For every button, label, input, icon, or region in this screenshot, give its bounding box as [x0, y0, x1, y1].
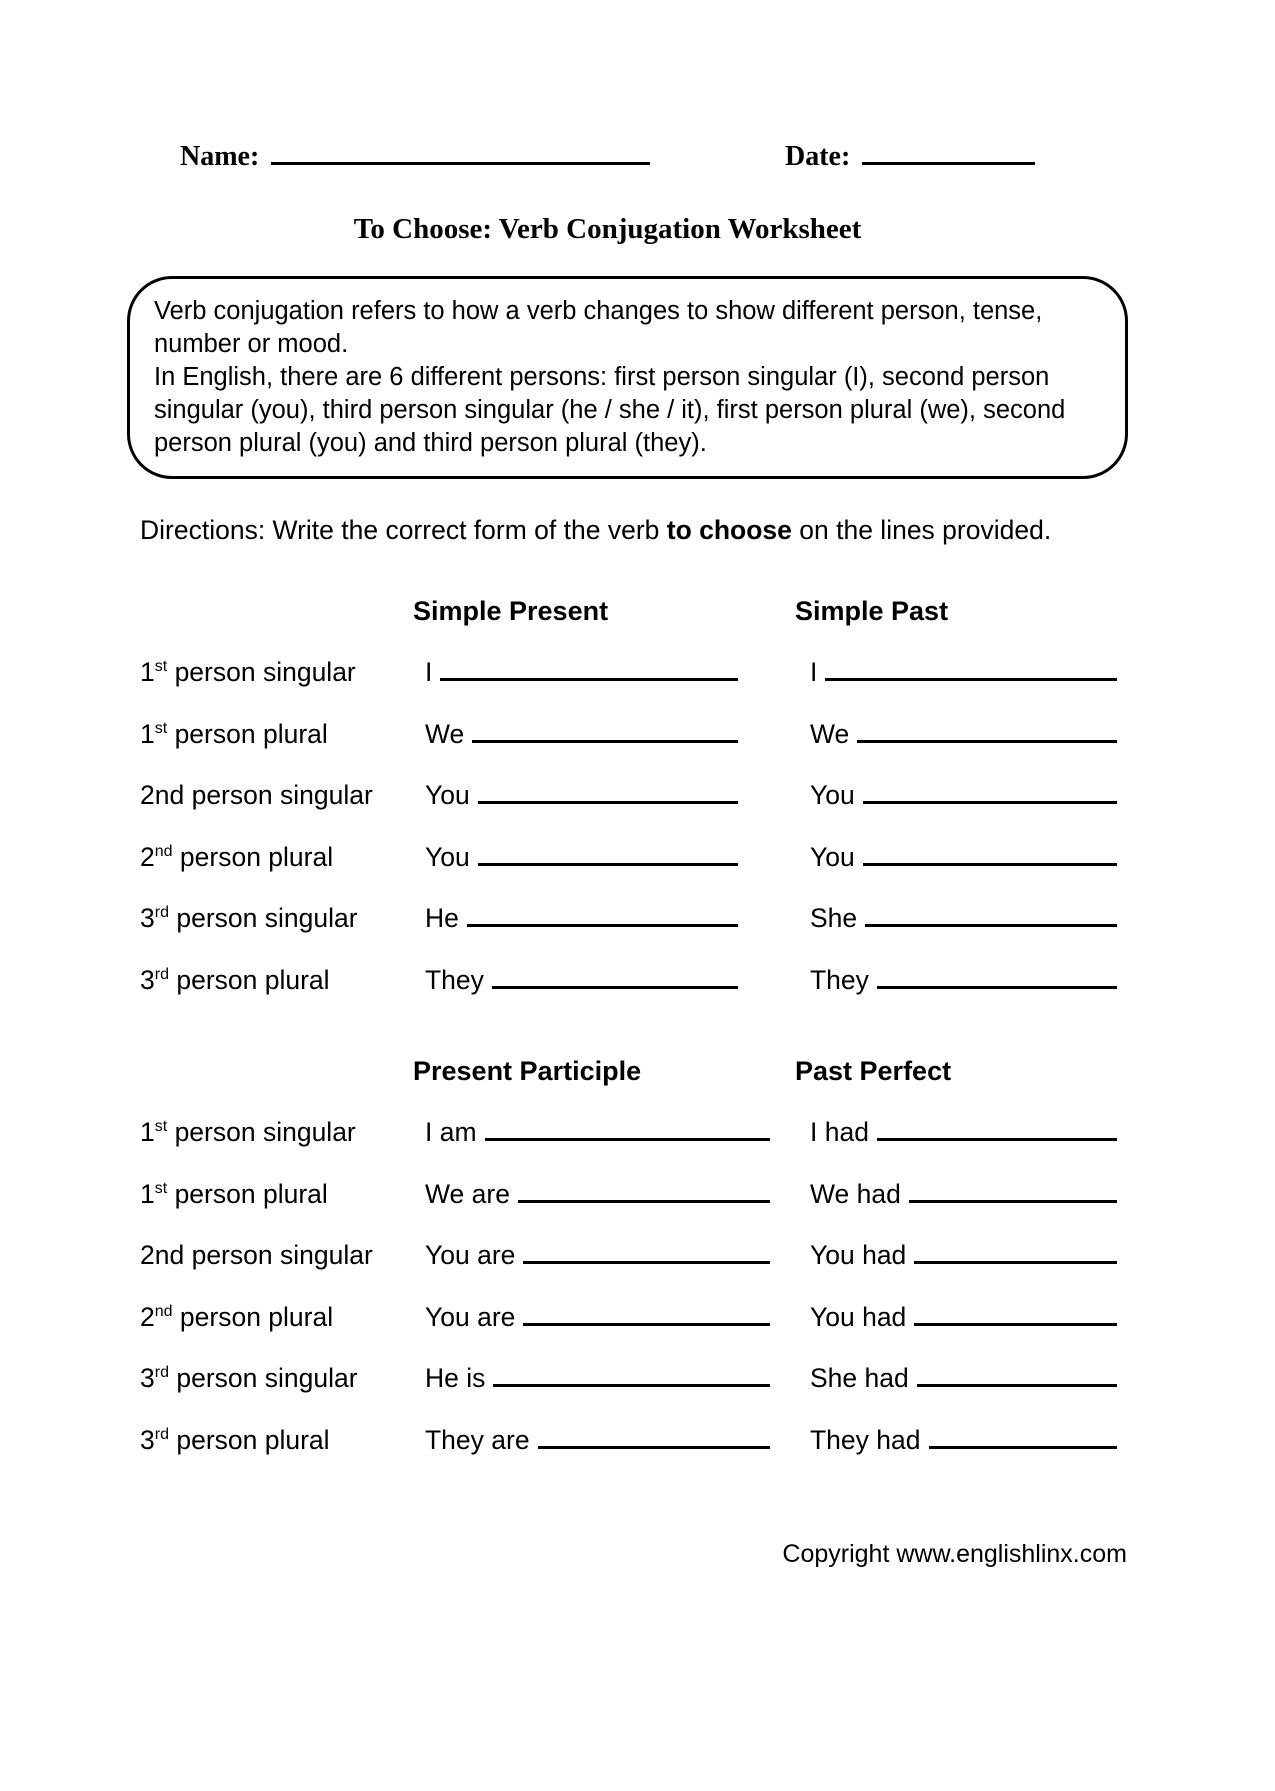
- answer-blank-line: [523, 1305, 770, 1326]
- name-label: Name:: [180, 141, 260, 172]
- pronoun: You had: [810, 1301, 907, 1332]
- table-row: [140, 709, 1275, 771]
- directions-suffix: on the lines provided.: [791, 515, 1052, 545]
- table-row: [140, 1415, 1275, 1477]
- date-blank-line: [862, 144, 1035, 165]
- answer-cell: [413, 1177, 795, 1211]
- answer-cell: [413, 963, 795, 997]
- pronoun: You: [810, 780, 855, 810]
- answer-cell: [795, 1177, 1275, 1211]
- answer-cell: [795, 655, 1275, 689]
- table-row: [140, 647, 1275, 709]
- table-row: [140, 893, 1275, 955]
- pronoun: We: [810, 718, 850, 749]
- header-spacer: [140, 596, 413, 627]
- name-blank-line: [271, 144, 650, 165]
- header-spacer: [140, 1056, 413, 1087]
- pronoun: He is: [425, 1363, 486, 1393]
- pronoun: I had: [810, 1117, 869, 1147]
- person-label: 3rd person plural: [140, 1424, 330, 1455]
- answer-blank-line: [917, 1366, 1117, 1387]
- answer-cell: [795, 963, 1275, 997]
- table-row: [140, 832, 1275, 894]
- copyright-text: Copyright www.englishlinx.com: [782, 1540, 1127, 1568]
- pronoun: He: [425, 903, 459, 933]
- answer-cell: [413, 1423, 795, 1457]
- table-row: [140, 1292, 1275, 1354]
- answer-blank-line: [914, 1305, 1117, 1326]
- table-row: [140, 1169, 1275, 1231]
- answer-blank-line: [877, 1120, 1117, 1141]
- answer-cell: [795, 778, 1275, 812]
- answer-blank-line: [440, 660, 738, 681]
- answer-blank-line: [518, 1182, 770, 1203]
- pronoun: You had: [810, 1240, 907, 1270]
- answer-blank-line: [825, 660, 1117, 681]
- answer-blank-line: [538, 1428, 770, 1449]
- answer-cell: [413, 901, 795, 935]
- person-label: 2nd person singular: [140, 1240, 373, 1270]
- section1-headers: [140, 596, 1275, 627]
- person-label: 3rd person plural: [140, 964, 330, 995]
- pronoun: We: [425, 718, 465, 749]
- table-row: [140, 770, 1275, 832]
- person-label: 2nd person plural: [140, 841, 334, 872]
- answer-blank-line: [467, 906, 738, 927]
- pronoun: You: [425, 780, 470, 810]
- directions-prefix: Directions: Write the correct form of the verb: [140, 515, 667, 545]
- person-label: 2nd person plural: [140, 1301, 334, 1332]
- pronoun: She had: [810, 1363, 909, 1393]
- pronoun: You are: [425, 1240, 516, 1270]
- answer-blank-line: [478, 845, 738, 866]
- answer-blank-line: [472, 722, 738, 743]
- table-row: [140, 955, 1275, 1017]
- answer-cell: [413, 655, 795, 689]
- table-row: [140, 1353, 1275, 1415]
- pronoun: They: [810, 964, 869, 995]
- definition-line-2: In English, there are 6 different persons: first person singular (I), second person singular (you), third person singular (he / she / it), first person plural (we), second person plural (you) and third person plural (they).: [154, 363, 1066, 457]
- answer-cell: [795, 840, 1275, 874]
- person-label: 1st person singular: [140, 1117, 356, 1147]
- answer-cell: [413, 1238, 795, 1272]
- table-row: [140, 1107, 1275, 1169]
- answer-cell: [795, 1361, 1275, 1395]
- answer-cell: [795, 1115, 1275, 1149]
- pronoun: We had: [810, 1178, 901, 1209]
- person-label: 1st person singular: [140, 657, 356, 687]
- directions-verb: to choose: [666, 515, 792, 545]
- column-header-past-perfect: Past Perfect: [795, 1056, 952, 1086]
- answer-cell: [795, 717, 1275, 751]
- person-label: 1st person plural: [140, 1178, 328, 1209]
- pronoun: You: [810, 841, 855, 872]
- answer-blank-line: [485, 1120, 770, 1141]
- person-label: 3rd person singular: [140, 1363, 358, 1393]
- section2-headers: [140, 1056, 1275, 1087]
- answer-cell: [413, 1300, 795, 1334]
- date-label: Date:: [785, 141, 851, 172]
- pronoun: You are: [425, 1301, 516, 1332]
- answer-cell: [795, 1238, 1275, 1272]
- answer-cell: [413, 717, 795, 751]
- pronoun: I am: [425, 1117, 477, 1147]
- page-title: To Choose: Verb Conjugation Worksheet: [353, 213, 862, 245]
- person-label: 1st person plural: [140, 718, 328, 749]
- pronoun: They are: [425, 1424, 530, 1455]
- answer-blank-line: [877, 968, 1117, 989]
- definition-line-1: Verb conjugation refers to how a verb changes to show different person, tense, number or mood.: [154, 297, 1043, 358]
- worksheet-page: [0, 141, 1275, 1569]
- answer-blank-line: [909, 1182, 1117, 1203]
- pronoun: You: [425, 841, 470, 872]
- pronoun: She: [810, 903, 858, 933]
- pronoun: They had: [810, 1424, 921, 1455]
- pronoun: I: [425, 657, 433, 687]
- answer-blank-line: [492, 968, 738, 989]
- answer-cell: [795, 901, 1275, 935]
- section1-rows: [140, 647, 1275, 1016]
- answer-blank-line: [863, 845, 1117, 866]
- answer-cell: [795, 1300, 1275, 1334]
- pronoun: They: [425, 964, 484, 995]
- date-field-group: [785, 141, 1130, 173]
- person-label: 2nd person singular: [140, 780, 373, 810]
- answer-blank-line: [478, 783, 738, 804]
- column-header-simple-past: Simple Past: [795, 596, 949, 626]
- answer-blank-line: [865, 906, 1117, 927]
- name-date-row: [180, 141, 1130, 173]
- section2-rows: [140, 1107, 1275, 1476]
- answer-cell: [413, 1361, 795, 1395]
- pronoun: We are: [425, 1178, 510, 1209]
- answer-cell: [413, 778, 795, 812]
- answer-blank-line: [929, 1428, 1118, 1449]
- answer-cell: [795, 1423, 1275, 1457]
- person-label: 3rd person singular: [140, 903, 358, 933]
- answer-blank-line: [493, 1366, 770, 1387]
- answer-cell: [413, 840, 795, 874]
- column-header-simple-present: Simple Present: [413, 596, 609, 626]
- answer-blank-line: [523, 1243, 770, 1264]
- directions-text: [140, 515, 1275, 546]
- name-field-group: [180, 141, 650, 173]
- answer-cell: [413, 1115, 795, 1149]
- answer-blank-line: [914, 1243, 1117, 1264]
- answer-blank-line: [863, 783, 1117, 804]
- definition-box: [127, 276, 1128, 479]
- table-row: [140, 1230, 1275, 1292]
- column-header-present-participle: Present Participle: [413, 1056, 642, 1086]
- pronoun: I: [810, 657, 818, 687]
- answer-blank-line: [857, 722, 1117, 743]
